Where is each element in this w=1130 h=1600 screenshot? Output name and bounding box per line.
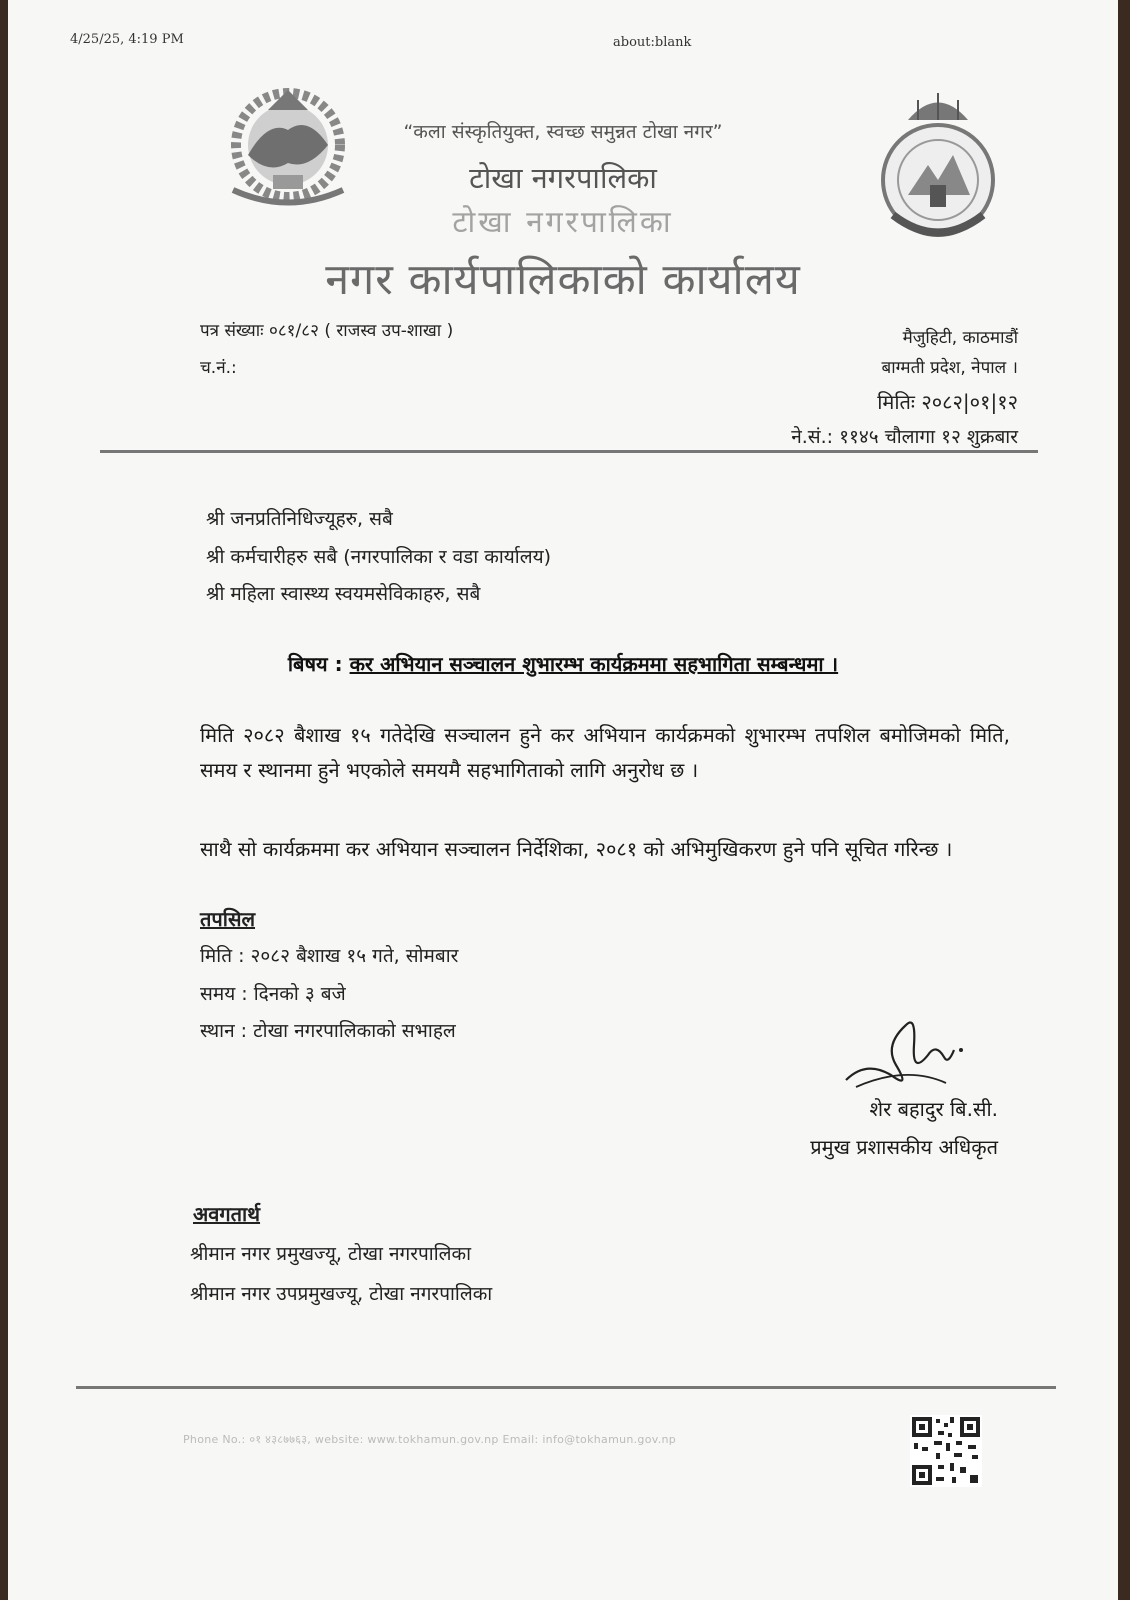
subject-label: बिषय : xyxy=(287,652,343,676)
details-heading: तपसिल xyxy=(200,907,256,931)
signatory-name: शेर बहादुर बि.सी. xyxy=(869,1097,998,1121)
print-timestamp: 4/25/25, 4:19 PM xyxy=(70,32,184,47)
municipality-motto: “कला संस्कृतियुक्त, स्वच्छ समुन्नत टोखा नगर” xyxy=(403,121,723,143)
cc-line-2: श्रीमान नगर उपप्रमुखज्यू, टोखा नगरपालिका xyxy=(190,1283,493,1305)
body-paragraph-2: साथै सो कार्यक्रममा कर अभियान सञ्चालन निर्देशिका, २०८१ को अभिमुखिकरण हुने पनि सूचित गरिन्छ । xyxy=(200,837,953,861)
dispatch-number: च.नं.: xyxy=(200,358,237,378)
footer-contact: Phone No.: ०१ ४३८७७६३, website: www.tokhamun.gov.np Email: info@tokhamun.gov.np xyxy=(183,1433,677,1446)
signature-icon xyxy=(836,1005,976,1104)
letter-page xyxy=(8,0,1118,1600)
office-name: नगर कार्यपालिकाको कार्यालय xyxy=(325,255,801,305)
footer-divider xyxy=(76,1386,1056,1389)
signatory-title: प्रमुख प्रशासकीय अधिकृत xyxy=(810,1135,998,1159)
address-line-2: बाग्मती प्रदेश, नेपाल । xyxy=(881,358,1018,378)
recipient-2: श्री कर्मचारीहरु सबै (नगरपालिका र वडा कार्यालय) xyxy=(206,546,552,568)
recipient-3: श्री महिला स्वास्थ्य स्वयमसेविकाहरु, सबै xyxy=(206,583,481,605)
letter-subject xyxy=(8,650,1118,677)
nepal-sambat-date: ने.सं.: ११४५ चौलागा १२ शुक्रबार xyxy=(791,426,1018,448)
cc-heading: अवगतार्थ xyxy=(193,1202,261,1226)
municipality-name: टोखा नगरपालिका xyxy=(469,161,657,195)
letter-number: पत्र संख्याः ०८१/८२ ( राजस्व उप-शाखा ) xyxy=(200,321,454,341)
subject-text: कर अभियान सञ्चालन शुभारम्भ कार्यक्रममा सहभागिता सम्बन्धमा । xyxy=(349,652,839,676)
recipient-1: श्री जनप्रतिनिधिज्यूहरु, सबै xyxy=(206,508,393,530)
header-divider xyxy=(100,450,1038,453)
cc-line-1: श्रीमान नगर प्रमुखज्यू, टोखा नगरपालिका xyxy=(190,1243,472,1265)
nepal-emblem-icon xyxy=(213,75,363,219)
qr-code-icon xyxy=(910,1415,982,1487)
event-place: स्थान : टोखा नगरपालिकाको सभाहल xyxy=(200,1020,456,1042)
body-paragraph-1: मिति २०८२ बैशाख १५ गतेदेखि सञ्चालन हुने कर अभियान कार्यक्रमको शुभारम्भ तपशिल बमोजिमको मिति, समय र स्थानमा हुने भएकोले समयमै सहभागिताको लागि अनुरोध छ । xyxy=(200,723,1010,782)
municipality-name-stamp: टोखा नगरपालिका xyxy=(452,205,674,240)
letter-date: मितिः २०८२|०१|१२ xyxy=(877,390,1018,414)
event-time: समय : दिनको ३ बजे xyxy=(200,983,346,1005)
event-date: मिति : २०८२ बैशाख १५ गते, सोमबार xyxy=(200,945,459,967)
address-line-1: मैजुहिटी, काठमाडौं xyxy=(902,328,1018,348)
print-url: about:blank xyxy=(613,35,692,50)
